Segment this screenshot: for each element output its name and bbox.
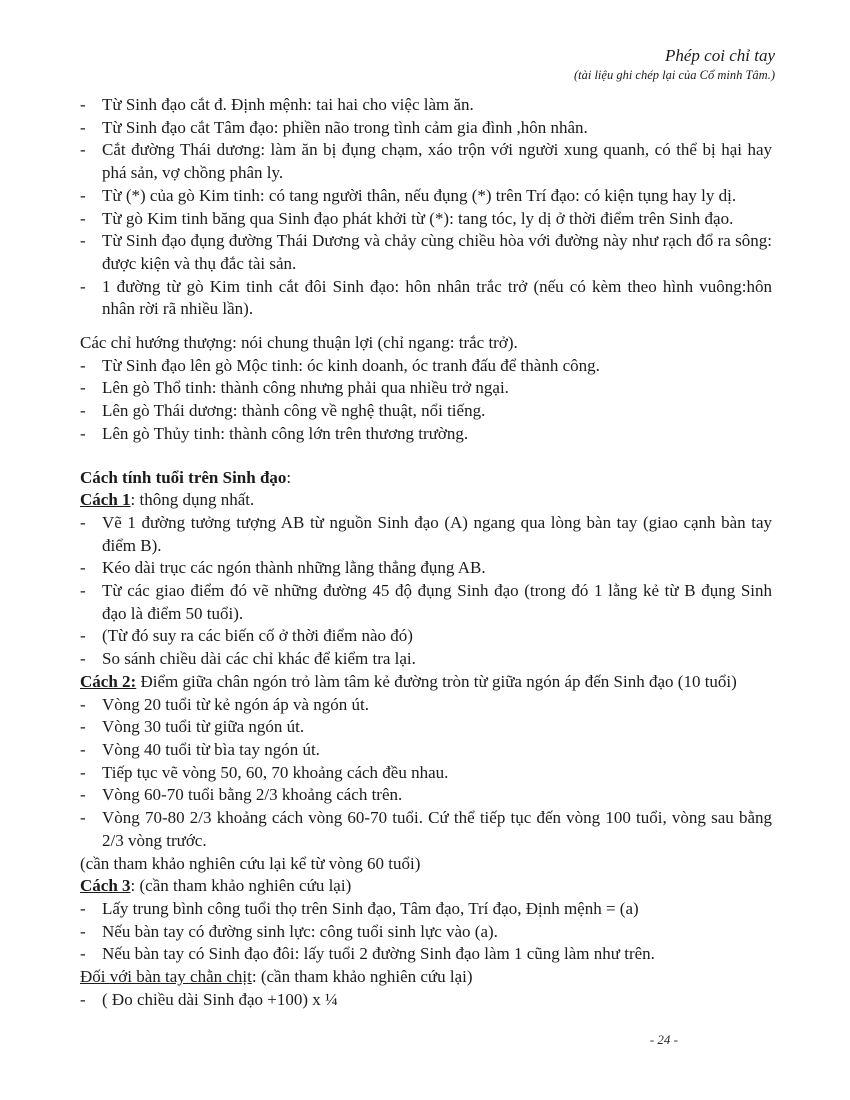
- list-dash-marker: -: [80, 558, 86, 578]
- list-item: [80, 648, 772, 671]
- labeled-line: Cách 1: thông dụng nhất.: [80, 490, 255, 510]
- list-item-text: Từ (*) của gò Kim tinh: có tang người thân, nếu đụng (*) trên Trí đạo: có kiện tụng hay ly dị.: [102, 185, 737, 205]
- list-dash-marker: -: [80, 921, 86, 941]
- list-item-text: (Từ đó suy ra các biến cố ở thời điểm nào đó): [102, 626, 413, 646]
- list-item-text: Cắt đường Thái dương: làm ăn bị đụng chạm, xáo trộn với người xung quanh, có thể bị hại hay phá sản, vợ chồng phân ly.: [102, 140, 772, 183]
- list-dash-marker: -: [80, 512, 86, 532]
- list-dash-marker: -: [80, 378, 86, 398]
- list-item: [80, 512, 772, 557]
- list-item-text: Từ Sinh đạo lên gò Mộc tinh: óc kinh doanh, óc tranh đấu để thành công.: [102, 355, 600, 375]
- list-dash-marker: -: [80, 694, 86, 714]
- list-item-text: ( Đo chiều dài Sinh đạo +100) x ¼: [102, 989, 338, 1009]
- list-item-text: Lên gò Thái dương: thành công về nghệ thuật, nổi tiếng.: [102, 401, 486, 421]
- list-item: [80, 400, 772, 423]
- document-title: Phép coi chỉ tay: [665, 46, 775, 65]
- list-item-text: Từ các giao điểm đó vẽ những đường 45 độ đụng Sinh đạo (trong đó 1 lằng kẻ từ B đụng Sinh đạo là điểm 50 tuổi).: [102, 581, 772, 623]
- list-item-text: Vẽ 1 đường tưởng tượng AB từ nguồn Sinh đạo (A) ngang qua lòng bàn tay (giao cạnh bàn tay điểm B).: [102, 512, 772, 555]
- list-dash-marker: -: [80, 401, 86, 421]
- list-item: [80, 625, 772, 648]
- list-item-text: Từ Sinh đạo cắt Tâm đạo: phiền não trong tình cảm gia đình ,hôn nhân.: [102, 117, 588, 137]
- list-item: [80, 94, 772, 117]
- list-item: [80, 694, 772, 717]
- list-item-text: Từ Sinh đạo đụng đường Thái Dương và chảy cùng chiều hòa với đường này như rạch đổ ra sông: được kiện và thụ đắc tài sản.: [102, 231, 772, 273]
- line-label: Cách tính tuổi trên Sinh đạo: [80, 467, 287, 487]
- spacer: [80, 446, 772, 467]
- paragraph: (cần tham khảo nghiên cứu lại kể từ vòng 60 tuổi): [80, 853, 421, 873]
- list-item-text: Nếu bàn tay có đường sinh lực: công tuổi sinh lực vào (a).: [102, 921, 498, 941]
- labeled-line: Đối với bàn tay chằn chịt: (cần tham khảo nghiên cứu lại): [80, 967, 473, 987]
- list-item: [80, 989, 772, 1012]
- list-dash-marker: -: [80, 649, 86, 669]
- labeled-line: Cách 2: Điểm giữa chân ngón trỏ làm tâm kẻ đường tròn từ giữa ngón áp đến Sinh đạo (10 tuổi): [80, 671, 737, 691]
- list-item: [80, 230, 772, 275]
- labeled-line: Cách tính tuổi trên Sinh đạo:: [80, 467, 292, 487]
- list-item: [80, 377, 772, 400]
- list-dash-marker: -: [80, 276, 86, 296]
- list-item: [80, 139, 772, 184]
- list-item-text: Từ Sinh đạo cắt đ. Định mệnh: tai hai cho việc làm ăn.: [102, 95, 474, 114]
- list-item: [80, 185, 772, 208]
- paragraph: Các chỉ hướng thượng: nói chung thuận lợi (chỉ ngang: trắc trở).: [80, 333, 518, 353]
- list-dash-marker: -: [80, 739, 86, 759]
- list-item-text: Vòng 60-70 tuổi bằng 2/3 khoảng cách trên.: [102, 785, 403, 805]
- list-dash-marker: -: [80, 898, 86, 918]
- list-item: [80, 117, 772, 140]
- list-item-text: Vòng 20 tuổi từ kẻ ngón áp và ngón út.: [102, 694, 370, 714]
- list-dash-marker: -: [80, 989, 86, 1009]
- spacer: [80, 321, 772, 332]
- list-dash-marker: -: [80, 717, 86, 737]
- document-subtitle: (tài liệu ghi chép lại của Cổ minh Tâm.): [573, 67, 775, 82]
- page-number: - 24 -: [649, 1032, 678, 1047]
- list-dash-marker: -: [80, 117, 86, 137]
- list-dash-marker: -: [80, 208, 86, 228]
- list-item: [80, 921, 772, 944]
- list-dash-marker: -: [80, 185, 86, 205]
- list-item: [80, 739, 772, 762]
- line-label: Cách 3: [80, 876, 131, 896]
- list-item-text: Từ gò Kim tinh băng qua Sinh đạo phát khởi từ (*): tang tóc, ly dị ở thời điểm trên Sinh đạo.: [102, 208, 734, 228]
- list-item-text: So sánh chiều dài các chỉ khác để kiểm tra lại.: [102, 649, 416, 669]
- list-item-text: Nếu bàn tay có Sinh đạo đôi: lấy tuổi 2 đường Sinh đạo làm 1 cũng làm như trên.: [102, 944, 655, 964]
- list-item-text: 1 đường từ gò Kim tinh cắt đôi Sinh đạo: hôn nhân trắc trở (nếu có kèm theo hình vuông:hôn nhân rời rã nhiều lần).: [102, 276, 772, 319]
- list-item-text: Vòng 30 tuổi từ giữa ngón út.: [102, 717, 305, 737]
- line-label: Đối với bàn tay chằn chịt: [80, 967, 252, 987]
- list-item: [80, 355, 772, 378]
- list-dash-marker: -: [80, 808, 86, 828]
- list-dash-marker: -: [80, 944, 86, 964]
- list-item: [80, 716, 772, 739]
- line-label: Cách 1: [80, 490, 131, 510]
- list-dash-marker: -: [80, 762, 86, 782]
- list-dash-marker: -: [80, 626, 86, 646]
- page-header: [80, 46, 775, 82]
- document-content: [80, 94, 772, 1011]
- list-item-text: Kéo dài trục các ngón thành những lằng thẳng đụng AB.: [102, 558, 486, 578]
- list-item: [80, 898, 772, 921]
- line-label: Cách 2:: [80, 671, 137, 691]
- list-item: [80, 580, 772, 625]
- list-item: [80, 943, 772, 966]
- list-item: [80, 423, 772, 446]
- list-dash-marker: -: [80, 581, 86, 601]
- list-item: [80, 762, 772, 785]
- list-dash-marker: -: [80, 423, 86, 443]
- list-item: [80, 557, 772, 580]
- list-item: [80, 208, 772, 231]
- list-dash-marker: -: [80, 785, 86, 805]
- list-dash-marker: -: [80, 355, 86, 375]
- list-item-text: Vòng 40 tuổi từ bìa tay ngón út.: [102, 739, 320, 759]
- list-item-text: Tiếp tục vẽ vòng 50, 60, 70 khoảng cách đều nhau.: [102, 762, 449, 782]
- list-item: [80, 276, 772, 321]
- list-item: [80, 807, 772, 852]
- labeled-line: Cách 3: (cần tham khảo nghiên cứu lại): [80, 876, 352, 896]
- list-item-text: Vòng 70-80 2/3 khoảng cách vòng 60-70 tuổi. Cứ thể tiếp tục đến vòng 100 tuổi, vòng sau bằng 2/3 vòng trước.: [102, 808, 772, 850]
- list-dash-marker: -: [80, 95, 86, 114]
- list-dash-marker: -: [80, 231, 86, 251]
- list-dash-marker: -: [80, 140, 86, 160]
- list-item-text: Lấy trung bình công tuổi thọ trên Sinh đạo, Tâm đạo, Trí đạo, Định mệnh = (a): [102, 898, 639, 918]
- list-item: [80, 784, 772, 807]
- list-item-text: Lên gò Thổ tinh: thành công nhưng phải qua nhiều trở ngại.: [102, 378, 509, 398]
- list-item-text: Lên gò Thủy tinh: thành công lớn trên thương trường.: [102, 423, 469, 443]
